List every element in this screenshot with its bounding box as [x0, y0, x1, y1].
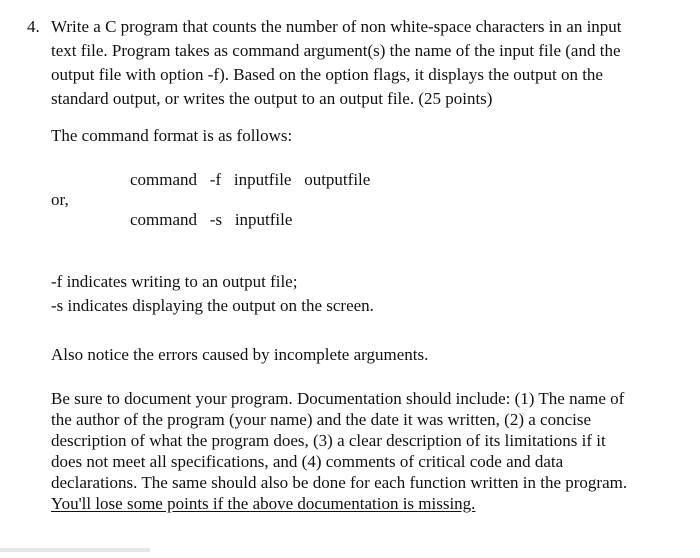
flag-f-description: -f indicates writing to an output file;	[51, 272, 298, 291]
question-line-4: standard output, or writes the output to an output file. (25 points)	[51, 89, 493, 108]
flag-s-description: -s indicates displaying the output on the screen.	[51, 296, 374, 315]
question-line-2: text file. Program takes as command argument(s) the name of the input file (and the	[51, 41, 621, 60]
format-intro: The command format is as follows:	[51, 126, 293, 145]
command-example-f: command -f inputfile outputfile	[130, 170, 371, 189]
question-line-3: output file with option -f). Based on the option flags, it displays the output on the	[51, 65, 603, 84]
page-edge-divider	[0, 548, 150, 552]
command-example-s: command -s inputfile	[130, 210, 293, 229]
or-label: or,	[51, 190, 69, 209]
documentation-line-3: description of what the program does, (3) a clear description of its limitations if it	[51, 431, 606, 450]
errors-note: Also notice the errors caused by incomplete arguments.	[51, 345, 429, 364]
documentation-line-5: declarations. The same should also be done for each function written in the program.	[51, 473, 628, 492]
question-number: 4.	[27, 17, 40, 36]
documentation-line-4: does not meet all specifications, and (4) comments of critical code and data	[51, 452, 564, 471]
documentation-line-2: the author of the program (your name) and the date it was written, (2) a concise	[51, 410, 592, 429]
documentation-line-1: Be sure to document your program. Documentation should include: (1) The name of	[51, 389, 625, 408]
documentation-warning: You'll lose some points if the above documentation is missing.	[51, 494, 476, 513]
question-line-1: Write a C program that counts the number of non white-space characters in an input	[51, 17, 622, 36]
